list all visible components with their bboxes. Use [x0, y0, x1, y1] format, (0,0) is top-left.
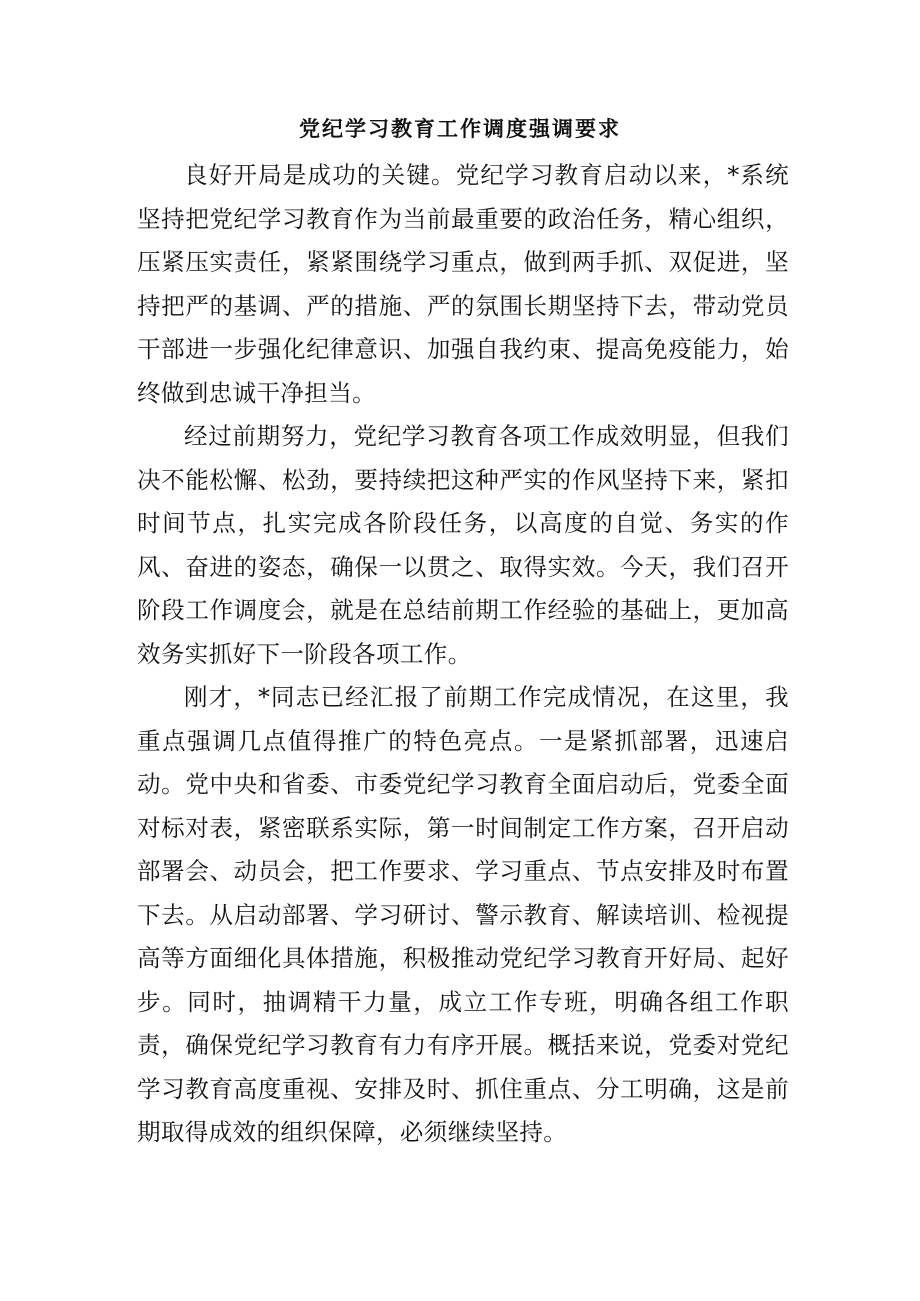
paragraph-1: 良好开局是成功的关键。党纪学习教育启动以来，*系统坚持把党纪学习教育作为当前最重要的政治任务，精心组织，压紧压实责任，紧紧围绕学习重点，做到两手抓、双促进，坚持把严的基调、严的措施、严的氛围长期坚持下去，带动党员干部进一步强化纪律意识、加强自我约束、提高免疫能力，始终做到忠诚干净担当。: [137, 161, 789, 407]
document-body: [137, 154, 789, 1155]
document-title: 党纪学习教育工作调度强调要求: [299, 116, 621, 141]
paragraph-2: 经过前期努力，党纪学习教育各项工作成效明显，但我们决不能松懈、松劲，要持续把这种严实的作风坚持下来，紧扣时间节点，扎实完成各阶段任务，以高度的自觉、务实的作风、奋进的姿态，确保一以贯之、取得实效。今天，我们召开阶段工作调度会，就是在总结前期工作经验的基础上，更加高效务实抓好下一阶段各项工作。: [137, 422, 789, 668]
paragraph-3: 刚才，*同志已经汇报了前期工作完成情况，在这里，我重点强调几点值得推广的特色亮点。一是紧抓部署，迅速启动。党中央和省委、市委党纪学习教育全面启动后，党委全面对标对表，紧密联系实际，第一时间制定工作方案，召开启动部署会、动员会，把工作要求、学习重点、节点安排及时布置下去。从启动部署、学习研讨、警示教育、解读培训、检视提高等方面细化具体措施，积极推动党纪学习教育开好局、起好步。同时，抽调精干力量，成立工作专班，明确各组工作职责，确保党纪学习教育有力有序开展。概括来说，党委对党纪学习教育高度重视、安排及时、抓住重点、分工明确，这是前期取得成效的组织保障，必须继续坚持。: [137, 683, 789, 1146]
